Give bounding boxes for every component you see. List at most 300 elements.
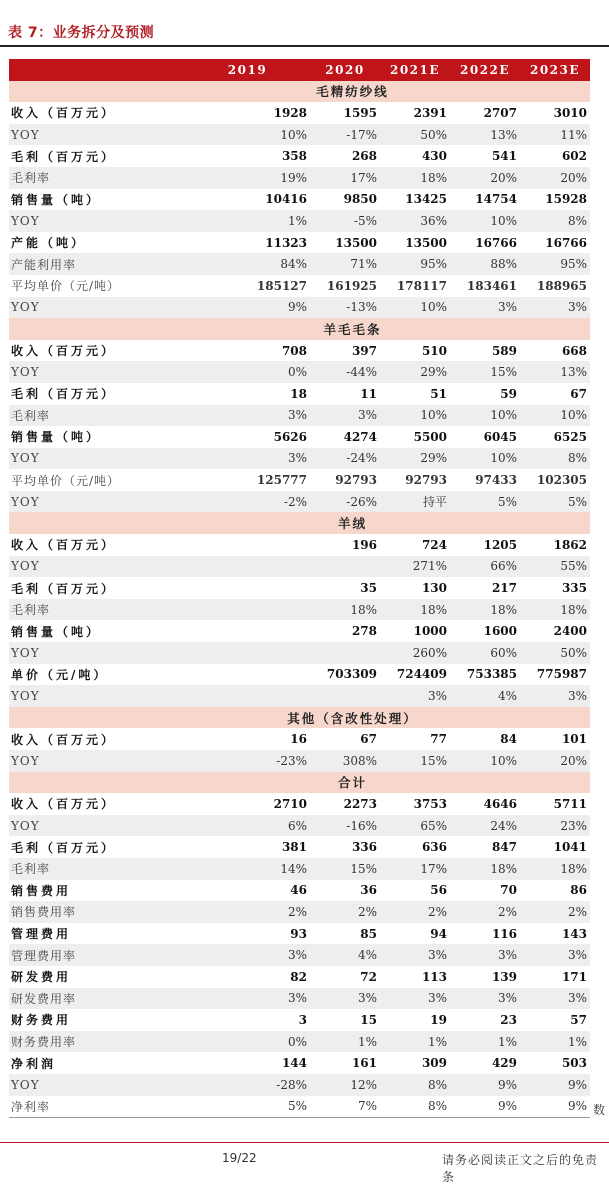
table-row — [9, 167, 590, 189]
cell-value: 16766 — [545, 235, 587, 250]
cell-value: 268 — [351, 149, 377, 164]
cell-value: 3% — [450, 988, 520, 1010]
cell-value: 4646 — [483, 796, 517, 811]
cell-value: 10% — [520, 405, 590, 427]
cell-value: -26% — [310, 491, 380, 513]
cell-value: 3% — [380, 988, 450, 1010]
cell-value: 50% — [520, 642, 590, 664]
cell-value: 20% — [450, 167, 520, 189]
cell-value: 15% — [310, 858, 380, 880]
table-row — [9, 1009, 590, 1031]
table-row — [9, 361, 590, 383]
cell-value: 11% — [520, 124, 590, 146]
cell-value: 18% — [450, 599, 520, 621]
cell-value — [185, 534, 310, 556]
cell-value: 8% — [380, 1096, 450, 1118]
table-row — [9, 858, 590, 880]
cell-value: 97433 — [475, 473, 517, 488]
row-label: 单价（元/吨） — [11, 667, 109, 682]
cell-value: 3% — [310, 988, 380, 1010]
cell-value: 14% — [185, 858, 310, 880]
cell-value: 9% — [450, 1074, 520, 1096]
cell-value: 753385 — [466, 667, 517, 682]
cell-value: 50% — [380, 124, 450, 146]
section-label: 毛精纺纱线 — [185, 81, 520, 103]
table-row — [9, 642, 590, 664]
cell-value: 2% — [520, 901, 590, 923]
table-row — [9, 685, 590, 707]
cell-value — [310, 642, 380, 664]
cell-value: 10% — [450, 448, 520, 470]
row-label: 毛利率 — [9, 405, 185, 427]
cell-value: 1595 — [343, 105, 377, 120]
cell-value: 15% — [450, 361, 520, 383]
cell-value: 18% — [380, 599, 450, 621]
cell-value: 10% — [450, 405, 520, 427]
cell-value: 11323 — [265, 235, 307, 250]
row-label: 毛利（百万元） — [11, 581, 117, 596]
row-label: 毛利率 — [9, 167, 185, 189]
table-row — [9, 1096, 590, 1118]
row-label: 毛利（百万元） — [11, 840, 117, 855]
cell-value: 20% — [520, 167, 590, 189]
cell-value: 358 — [281, 149, 307, 164]
row-label: 收入（百万元） — [11, 106, 117, 121]
cell-value: 持平 — [380, 491, 450, 513]
cell-value: 510 — [421, 343, 447, 358]
cell-value: 3753 — [413, 796, 447, 811]
cell-value: 35 — [360, 581, 377, 596]
cell-value: 18% — [450, 858, 520, 880]
section-band — [9, 512, 590, 534]
cell-value: 84 — [500, 732, 517, 747]
table-row — [9, 556, 590, 578]
row-label: YOY — [9, 1074, 185, 1096]
cell-value: 18% — [520, 858, 590, 880]
cell-value: 724409 — [396, 667, 447, 682]
cell-value: 10% — [185, 124, 310, 146]
cell-value: 309 — [421, 1056, 447, 1071]
table-body — [9, 81, 590, 1118]
cell-value: 92793 — [405, 473, 447, 488]
cell-value: 3% — [185, 448, 310, 470]
cell-value: 46 — [290, 883, 307, 898]
cell-value: 185127 — [256, 278, 307, 293]
cell-value: 113 — [421, 969, 447, 984]
cell-value: 70 — [500, 883, 517, 898]
cell-value: 3% — [380, 685, 450, 707]
table-row — [9, 750, 590, 772]
table-row — [9, 124, 590, 146]
cell-value: 18% — [310, 599, 380, 621]
cell-value: 1928 — [273, 105, 307, 120]
cell-value — [185, 642, 310, 664]
row-label: 管理费用 — [11, 927, 72, 942]
row-label: 收入（百万元） — [11, 732, 117, 747]
cell-value: 36% — [380, 210, 450, 232]
row-label: YOY — [9, 815, 185, 837]
cell-value: 92793 — [335, 473, 377, 488]
row-label: 财务费用 — [11, 1013, 72, 1028]
cell-value: 589 — [491, 343, 517, 358]
table-row — [9, 232, 590, 254]
cell-value: 1205 — [483, 537, 517, 552]
cell-value: 71% — [310, 253, 380, 275]
cell-value: 430 — [421, 149, 447, 164]
table-row — [9, 340, 590, 362]
cell-value: 10% — [380, 405, 450, 427]
cell-value: 93 — [290, 926, 307, 941]
cell-value: 95% — [520, 253, 590, 275]
row-label: YOY — [9, 750, 185, 772]
cell-value: 15 — [360, 1012, 377, 1027]
footer-divider — [0, 1142, 609, 1143]
row-label: 毛利（百万元） — [11, 149, 117, 164]
table-row — [9, 664, 590, 686]
cell-value: 8% — [520, 210, 590, 232]
cell-value: 1000 — [413, 624, 447, 639]
cell-value: 3 — [298, 1012, 307, 1027]
cell-value: 10416 — [265, 192, 307, 207]
cell-value — [185, 620, 310, 642]
cell-value: 381 — [281, 840, 307, 855]
cell-value: 2400 — [553, 624, 587, 639]
cell-value: 77 — [430, 732, 447, 747]
row-label: YOY — [9, 642, 185, 664]
section-label: 其他（含改性处理） — [185, 707, 520, 729]
row-label: YOY — [9, 361, 185, 383]
cell-value: 2% — [310, 901, 380, 923]
cell-value: 1862 — [553, 537, 587, 552]
table-row — [9, 189, 590, 211]
cell-value: 57 — [570, 1012, 587, 1027]
cell-value: 6% — [185, 815, 310, 837]
table-row — [9, 383, 590, 405]
table-row — [9, 275, 590, 297]
cell-value: -2% — [185, 491, 310, 513]
cell-value: 16766 — [475, 235, 517, 250]
section-label: 合计 — [185, 772, 520, 794]
cell-value: 36 — [360, 883, 377, 898]
cell-value: 541 — [491, 149, 517, 164]
header-2023e: 2023E — [520, 59, 590, 81]
cell-value: 20% — [520, 750, 590, 772]
table-row — [9, 426, 590, 448]
cell-value: 94 — [430, 926, 447, 941]
table-row — [9, 599, 590, 621]
cell-value: 18 — [290, 386, 307, 401]
cell-value: 161 — [351, 1056, 377, 1071]
cell-value: 67 — [360, 732, 377, 747]
section-band — [9, 707, 590, 729]
table-title: 表 7：业务拆分及预测 — [8, 25, 155, 41]
cell-value: 2710 — [273, 796, 307, 811]
cell-value: 1% — [185, 210, 310, 232]
cell-value: 260% — [380, 642, 450, 664]
cell-value: 51 — [430, 386, 447, 401]
cell-value — [185, 664, 310, 686]
cell-value: 1% — [310, 1031, 380, 1053]
cell-value: 708 — [281, 343, 307, 358]
header-2022e: 2022E — [450, 59, 520, 81]
cell-value: 336 — [351, 840, 377, 855]
cell-value: 24% — [450, 815, 520, 837]
cell-value: 3% — [185, 405, 310, 427]
table-row — [9, 1031, 590, 1053]
cell-value: 88% — [450, 253, 520, 275]
row-label: YOY — [9, 448, 185, 470]
cell-value: 5% — [450, 491, 520, 513]
cell-value: 19% — [185, 167, 310, 189]
row-label: 毛利率 — [9, 858, 185, 880]
row-label: YOY — [9, 556, 185, 578]
cell-value: 11 — [360, 386, 377, 401]
cell-value: 59 — [500, 386, 517, 401]
row-label: 平均单价（元/吨） — [11, 279, 121, 294]
cell-value: 775987 — [536, 667, 587, 682]
cell-value: -17% — [310, 124, 380, 146]
table-row — [9, 966, 590, 988]
row-label: 平均单价（元/吨） — [11, 473, 121, 488]
table-row — [9, 988, 590, 1010]
section-band — [9, 318, 590, 340]
cell-value: 724 — [421, 537, 447, 552]
cell-value: 60% — [450, 642, 520, 664]
section-label: 羊毛毛条 — [185, 318, 520, 340]
page-number: 19/22 — [222, 1151, 257, 1165]
cell-value: 6525 — [553, 429, 587, 444]
cell-value: 23 — [500, 1012, 517, 1027]
cell-value: 2273 — [343, 796, 377, 811]
row-label: 销售费用 — [11, 883, 72, 898]
cell-value: 13425 — [405, 192, 447, 207]
cell-value: 8% — [380, 1074, 450, 1096]
cell-value — [185, 685, 310, 707]
cell-value: 188965 — [536, 278, 587, 293]
cell-value: 1% — [520, 1031, 590, 1053]
cell-value: 3% — [185, 988, 310, 1010]
cell-value: -24% — [310, 448, 380, 470]
cell-value: 503 — [561, 1056, 587, 1071]
cell-value: 116 — [491, 926, 517, 941]
table-row — [9, 405, 590, 427]
row-label: 产能（吨） — [11, 236, 87, 251]
cell-value: -16% — [310, 815, 380, 837]
cell-value: 9850 — [343, 192, 377, 207]
cell-value: 668 — [561, 343, 587, 358]
cell-value: 13500 — [405, 235, 447, 250]
table-row — [9, 534, 590, 556]
row-label: 收入（百万元） — [11, 538, 117, 553]
cell-value: 2707 — [483, 105, 517, 120]
cell-value: 1600 — [483, 624, 517, 639]
cell-value: 183461 — [466, 278, 517, 293]
cell-value: 85 — [360, 926, 377, 941]
cell-value: 15% — [380, 750, 450, 772]
cell-value: 15928 — [545, 192, 587, 207]
cell-value: 95% — [380, 253, 450, 275]
cell-value: 196 — [351, 537, 377, 552]
cell-value — [185, 577, 310, 599]
table-row — [9, 620, 590, 642]
table-row — [9, 210, 590, 232]
cell-value: 72 — [360, 969, 377, 984]
cell-value: 18% — [380, 167, 450, 189]
table-row — [9, 815, 590, 837]
cell-value: 5% — [185, 1096, 310, 1118]
cell-value: 4274 — [343, 429, 377, 444]
row-label: 净利润 — [11, 1056, 57, 1071]
cell-value — [185, 599, 310, 621]
cell-value: 3% — [520, 297, 590, 319]
cell-value: 5% — [520, 491, 590, 513]
cell-value: 16 — [290, 732, 307, 747]
cell-value: 29% — [380, 361, 450, 383]
cell-value: 144 — [281, 1056, 307, 1071]
cell-value: 139 — [491, 969, 517, 984]
cell-value: 67 — [570, 386, 587, 401]
table-row — [9, 448, 590, 470]
cell-value: 1041 — [553, 840, 587, 855]
cell-value: 9% — [520, 1096, 590, 1118]
row-label: YOY — [9, 124, 185, 146]
cell-value: -5% — [310, 210, 380, 232]
cell-value: -23% — [185, 750, 310, 772]
table-row — [9, 880, 590, 902]
cell-value: 9% — [185, 297, 310, 319]
cell-value: 19 — [430, 1012, 447, 1027]
cell-value: 14754 — [475, 192, 517, 207]
cell-value: 12% — [310, 1074, 380, 1096]
table-row — [9, 469, 590, 491]
row-label: 研发费用 — [11, 970, 72, 985]
data-source-note: 数 — [593, 1103, 606, 1117]
cell-value: 1% — [380, 1031, 450, 1053]
cell-value — [310, 556, 380, 578]
table-row — [9, 793, 590, 815]
cell-value: 308% — [310, 750, 380, 772]
table-row — [9, 901, 590, 923]
table-row — [9, 297, 590, 319]
cell-value: 271% — [380, 556, 450, 578]
cell-value: 3% — [520, 944, 590, 966]
cell-value: 29% — [380, 448, 450, 470]
table-row — [9, 923, 590, 945]
cell-value: 65% — [380, 815, 450, 837]
cell-value: 4% — [450, 685, 520, 707]
row-label: YOY — [9, 685, 185, 707]
cell-value: 2391 — [413, 105, 447, 120]
cell-value: 56 — [430, 883, 447, 898]
cell-value: 602 — [561, 149, 587, 164]
cell-value: 2% — [380, 901, 450, 923]
cell-value: 171 — [561, 969, 587, 984]
cell-value: 429 — [491, 1056, 517, 1071]
cell-value: 82 — [290, 969, 307, 984]
cell-value: 10% — [450, 750, 520, 772]
cell-value: 3% — [450, 944, 520, 966]
cell-value: 10% — [450, 210, 520, 232]
cell-value: 17% — [310, 167, 380, 189]
row-label: YOY — [9, 491, 185, 513]
cell-value: 86 — [570, 883, 587, 898]
cell-value: 5711 — [553, 796, 587, 811]
cell-value: 1% — [450, 1031, 520, 1053]
cell-value: 2% — [185, 901, 310, 923]
cell-value: 13500 — [335, 235, 377, 250]
cell-value: 703309 — [326, 667, 377, 682]
cell-value: 5500 — [413, 429, 447, 444]
row-label: 研发费用率 — [9, 988, 185, 1010]
cell-value: 3% — [520, 685, 590, 707]
cell-value: 335 — [561, 581, 587, 596]
row-label: YOY — [9, 297, 185, 319]
row-label: 销售费用率 — [9, 901, 185, 923]
table-row — [9, 102, 590, 124]
row-label: 收入（百万元） — [11, 344, 117, 359]
cell-value: 161925 — [326, 278, 377, 293]
cell-value: 3010 — [553, 105, 587, 120]
forecast-table — [9, 59, 590, 1118]
cell-value: 143 — [561, 926, 587, 941]
cell-value: 636 — [421, 840, 447, 855]
cell-value: 3% — [450, 297, 520, 319]
cell-value: 7% — [310, 1096, 380, 1118]
cell-value: 13% — [520, 361, 590, 383]
cell-value: 5626 — [273, 429, 307, 444]
row-label: 销售量（吨） — [11, 624, 102, 639]
cell-value: 101 — [561, 732, 587, 747]
table-row — [9, 944, 590, 966]
cell-value — [185, 556, 310, 578]
cell-value: 397 — [351, 343, 377, 358]
cell-value: 0% — [185, 1031, 310, 1053]
row-label: 净利率 — [9, 1096, 185, 1118]
cell-value: -28% — [185, 1074, 310, 1096]
row-label: 销售量（吨） — [11, 430, 102, 445]
title-divider — [0, 45, 609, 47]
disclaimer-text: 请务必阅读正文之后的免责条 — [442, 1153, 599, 1184]
cell-value: -13% — [310, 297, 380, 319]
cell-value — [310, 685, 380, 707]
cell-value: 3% — [310, 405, 380, 427]
row-label: YOY — [9, 210, 185, 232]
row-label: 销售量（吨） — [11, 192, 102, 207]
section-band — [9, 81, 590, 103]
table-row — [9, 836, 590, 858]
cell-value: 6045 — [483, 429, 517, 444]
cell-value: 9% — [520, 1074, 590, 1096]
row-label: 毛利率 — [9, 599, 185, 621]
table-row — [9, 145, 590, 167]
section-label: 羊绒 — [185, 512, 520, 534]
cell-value: 13% — [450, 124, 520, 146]
table-row — [9, 491, 590, 513]
cell-value: -44% — [310, 361, 380, 383]
header-2019: 2019 — [185, 59, 310, 81]
cell-value: 10% — [380, 297, 450, 319]
header-2020: 2020 — [310, 59, 380, 81]
cell-value: 8% — [520, 448, 590, 470]
table-row — [9, 1052, 590, 1074]
section-band — [9, 772, 590, 794]
row-label: 产能利用率 — [9, 253, 185, 275]
cell-value: 3% — [380, 944, 450, 966]
cell-value: 0% — [185, 361, 310, 383]
cell-value: 18% — [520, 599, 590, 621]
table-row — [9, 728, 590, 750]
cell-value: 84% — [185, 253, 310, 275]
